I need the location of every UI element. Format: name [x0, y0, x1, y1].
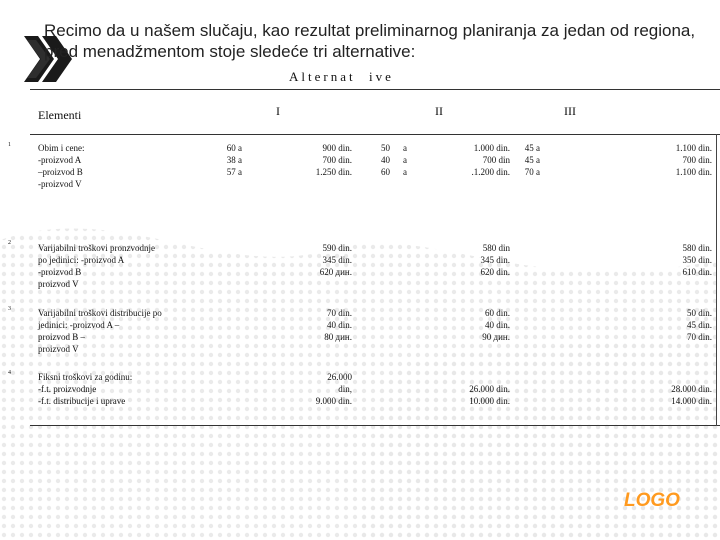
row-number: 1 — [8, 142, 11, 148]
alt-iii-price: 28.000 din. 14.000 din. — [671, 384, 712, 406]
alt-i-price: 70 din. 40 din. 80 дин. — [324, 308, 352, 342]
row-label: Varijabilni troškovi distribucije po jedinici: -proizvod A – proizvod B – proizvod V — [38, 308, 162, 354]
table-right-border — [716, 134, 717, 426]
alternatives-header-right: ive — [369, 69, 394, 84]
alt-ii-quantity: 50 40 60 — [381, 143, 390, 177]
row-label: Varijabilni troškovi pronzvodnje po jedinici: -proizvod A -proizvod B proizvod V — [38, 243, 155, 289]
alt-iii-quantity: 45 a 45 a 70 a — [524, 143, 540, 177]
alt-ii-price: 580 din 345 din. 620 din. — [480, 243, 510, 277]
alternatives-header-left: Alternat — [289, 69, 356, 84]
row-number: 2 — [8, 240, 11, 246]
alt-ii-price: 1.000 din. 700 din .1.200 din. — [471, 143, 510, 177]
row-number: 3 — [8, 306, 11, 312]
column-header-ii: II — [435, 104, 443, 118]
alt-iii-price: 1.100 din. 700 din. 1.100 din. — [675, 143, 712, 177]
row-label: Obim i cene: -proizvod A –proizvod B -proizvod V — [38, 143, 85, 189]
alt-ii-price: 26.000 din. 10.000 din. — [469, 384, 510, 406]
table-header-border — [30, 134, 720, 135]
alt-ii-unit: a a a — [403, 143, 407, 177]
alt-i-price: 26.000 din, 9.000 din. — [315, 372, 352, 406]
table-top-border — [30, 89, 720, 90]
column-header-elementi: Elementi — [38, 108, 82, 122]
column-header-iii: III — [564, 104, 576, 118]
alt-iii-price: 580 din. 350 din. 610 din. — [682, 243, 712, 277]
slide-title: Recimo da u našem slučaju, kao rezultat preliminarnog planiranja za jedan od regiona, pred menadžmentom stoje sledeće tri alternative: — [44, 21, 696, 61]
alt-iii-price: 50 din. 45 din. 70 din. — [686, 308, 712, 342]
alt-ii-price: 60 din. 40 din. 90 дин. — [482, 308, 510, 342]
logo-text: LOGO — [624, 490, 680, 511]
table-bottom-border — [30, 425, 720, 426]
column-header-i: I — [276, 104, 280, 118]
alt-i-price: 590 din. 345 din. 620 дин. — [319, 243, 352, 277]
row-number: 4 — [8, 370, 11, 376]
alt-i-price: 900 din. 700 din. 1.250 din. — [315, 143, 352, 177]
alt-i-quantity: 60 a 38 a 57 a — [226, 143, 242, 177]
row-label: Fiksni troškovi za godinu: -f.t. proizvodnje -f.t. distribucije i uprave — [38, 372, 133, 406]
